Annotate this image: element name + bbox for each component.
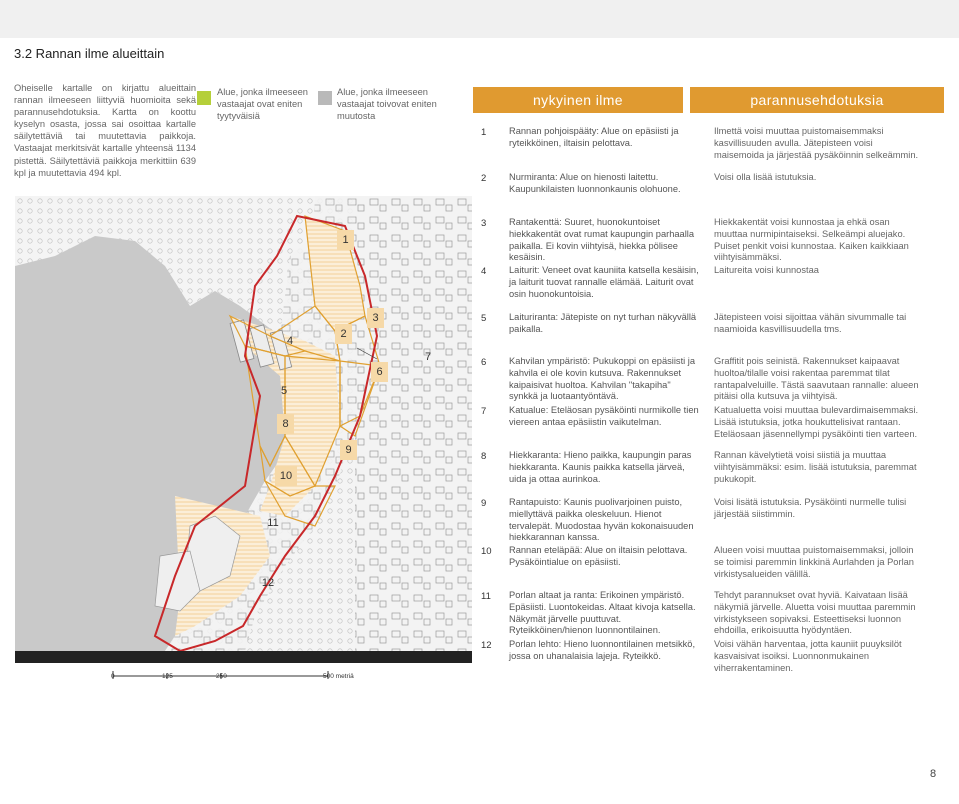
shoreline-map	[15, 196, 472, 651]
scale-tick-250: 250	[216, 673, 227, 680]
row-suggestion: Laitureita voisi kunnostaa	[714, 265, 819, 275]
row-suggestion: Graffitit pois seinistä. Rakennukset kaipaavat huoltoa/tilalle voisi rakentaa paremmat tilat rantapalveluille. Tästä saavutaan rannalle: alueen pitäisi olla kutsuva ja viihtyisä.	[714, 356, 919, 402]
map-label-2: 2	[335, 324, 352, 344]
row-number: 12	[481, 640, 492, 651]
row-suggestion: Tehdyt parannukset ovat hyviä. Kaivataan lisää näkymiä järvelle. Aluetta voisi muuttaa paremmin virkistykseen sopivaksi. Esteettiseksi luonnon ehdoilla, erikoisuutta hyödyntäen.	[714, 590, 916, 636]
map-label-8: 8	[277, 414, 294, 434]
row-current: Hiekkaranta: Hieno paikka, kaupungin paras hiekkaranta. Kaunis paikka katsella järveä, uida ja ottaa aurinkoa.	[509, 450, 692, 484]
page-title: 3.2 Rannan ilme alueittain	[14, 46, 165, 61]
map-label-3: 3	[367, 308, 384, 328]
header-current	[473, 87, 683, 113]
row-number: 3	[481, 218, 487, 229]
map-label-6: 6	[371, 362, 388, 382]
page-number: 8	[930, 768, 937, 780]
row-current: Laituriranta: Jätepiste on nyt turhan näkyvällä paikalla.	[509, 312, 697, 334]
row-number: 11	[481, 591, 491, 602]
header-current-label: nykyinen ilme	[532, 92, 623, 108]
row-suggestion: Katualuetta voisi muuttaa bulevardimaisemmaksi. Lisää istutuksia, jotka houkuttelisivat rantaan. Eteläosaan jäsennellympi pysäköinti tien varteen.	[714, 405, 919, 439]
row-suggestion: Jätepisteen voisi sijoittaa vähän sivummalle tai naamioida kasvillisuudella tms.	[714, 312, 907, 334]
map-label-12: 12	[261, 577, 275, 589]
top-band	[0, 0, 959, 38]
map-label-4: 4	[286, 335, 294, 347]
legend-label-keep: Alue, jonka ilmeeseen vastaajat ovat eniten tyytyväisiä	[217, 87, 308, 121]
map-label-10: 10	[275, 466, 297, 486]
legend-swatch-keep	[197, 91, 211, 105]
row-number: 5	[481, 313, 487, 324]
map-label-1: 1	[337, 230, 354, 250]
map-drawing	[15, 196, 472, 651]
header-suggestions	[690, 87, 944, 113]
row-current: Rannan pohjoispääty: Alue on epäsiisti ja ryteikköinen, iltaisin pelottava.	[509, 126, 679, 148]
scale-tick-500: 500 metriä	[323, 673, 354, 680]
row-number: 8	[481, 451, 487, 462]
row-suggestion: Voisi lisätä istutuksia. Pysäköinti nurmelle tulisi järjestää siistimmin.	[714, 497, 907, 519]
header-suggestions-label: parannusehdotuksia	[750, 92, 884, 108]
row-suggestion: Voisi olla lisää istutuksia.	[714, 172, 817, 182]
scale-tick-0: 0	[111, 673, 115, 680]
row-suggestion: Rannan kävelytietä voisi siistiä ja muuttaa viihtyisämmäksi: esim. lisää istutuksia, paremmat pukukopit.	[714, 450, 917, 484]
row-number: 1	[481, 127, 487, 138]
row-current: Rantakenttä: Suuret, huonokuntoiset hiekkakentät ovat rumat kaupungin parhaalla paikalla. Ei kovin viihtyisä, hiekka pölisee kesäisin.	[509, 217, 695, 263]
row-suggestion: Voisi vähän harventaa, jotta kauniit puuyksilöt kasvaisivat isoiksi. Luonnonmukainen viherrakentaminen.	[714, 639, 902, 673]
map-label-9: 9	[340, 440, 357, 460]
row-number: 10	[481, 546, 492, 557]
map-label-7: 7	[424, 351, 432, 363]
row-current: Katualue: Eteläosan pysäköinti nurmikolle tien viereen antaa epäsiistin vaikutelman.	[509, 405, 699, 427]
row-current: Rantapuisto: Kaunis puolivarjoinen puisto, miellyttävä paikka oleskeluun. Hienot tervalepät. Muodostaa hyvän kokonaisuuden hiekkarannan kanssa.	[509, 497, 694, 543]
map-footer-bar	[15, 651, 472, 663]
row-suggestion: Hiekkakentät voisi kunnostaa ja ehkä osan muuttaa nurmipintaiseksi. Selkeämpi aluejako. Puiset penkit voisi kunnostaa. Kaiken kaikkiaan viihtyisämmäksi.	[714, 217, 909, 263]
legend-swatch-change	[318, 91, 332, 105]
row-suggestion: Alueen voisi muuttaa puistomaisemmaksi, jolloin se toimisi paremmin linkkinä Aurlahden ja Porlan virkistysalueiden välillä.	[714, 545, 914, 579]
map-label-11: 11	[267, 517, 279, 529]
row-current: Nurmiranta: Alue on hienosti laitettu. Kaupunkilaisten luonnonkaunis olohuone.	[509, 172, 681, 194]
row-number: 9	[481, 498, 487, 509]
row-current: Rannan eteläpää: Alue on iltaisin pelottava. Pysäköintialue on epäsiisti.	[509, 545, 688, 567]
row-number: 2	[481, 173, 487, 184]
scale-tick-125: 125	[162, 673, 173, 680]
row-number: 7	[481, 406, 487, 417]
town-blocks	[355, 196, 472, 651]
row-current: Porlan lehto: Hieno luonnontilainen metsikkö, jossa on uhanalaisia lajeja. Ryteikkö.	[509, 639, 696, 661]
map-label-5: 5	[280, 385, 288, 397]
row-suggestion: Ilmettä voisi muuttaa puistomaisemmaksi kasvillisuuden avulla. Jätepisteen voisi maisemoida ja järjestää pysäköinnin selkeämmin.	[714, 126, 919, 160]
row-current: Porlan altaat ja ranta: Erikoinen ympäristö. Epäsiisti. Luontokeidas. Altaat kivoja katsella. Näkymät järvelle puuttuvat. Ryteikköinen/hienon luonnontilainen.	[509, 590, 696, 636]
intro-text: Oheiselle kartalle on kirjattu alueittain rannan ilmeeseen liittyviä huomioita sekä parannusehdotuksia. Kartta on koottu kyselyn osasta, jossa sai osoittaa kartalle säilytettäviä tai muutettavia paikkoja. Vastaajat merkitsivät kartalle yhteensä 1134 pistettä. Säilytettäviä paikkoja merkittiin 639 kpl ja muutettavia 494 kpl.	[14, 83, 196, 178]
row-current: Laiturit: Veneet ovat kauniita katsella kesäisin, ja laiturit tuovat rannalle elämää. Laiturit ovat osin huonokuntoisia.	[509, 265, 699, 299]
row-current: Kahvilan ympäristö: Pukukoppi on epäsiisti ja kahvila ei ole kovin kutsuva. Rakennukset kaipaisivat huoltoa. Kahvilan "takapiha" synkkä ja luotaantyöntävä.	[509, 356, 696, 402]
row-number: 4	[481, 266, 487, 277]
row-number: 6	[481, 357, 487, 368]
legend-label-change: Alue, jonka ilmeeseen vastaajat toivovat eniten muutosta	[337, 87, 437, 121]
